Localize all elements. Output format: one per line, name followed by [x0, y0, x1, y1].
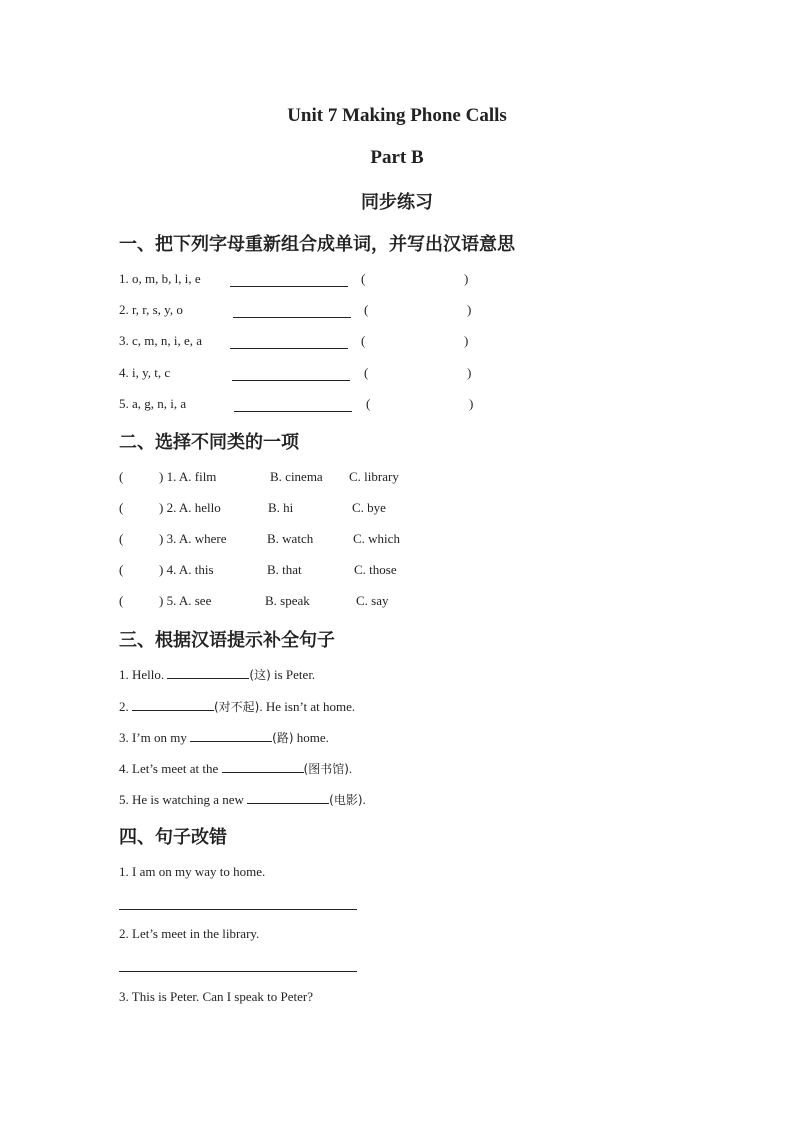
s1-item2-blank[interactable] — [233, 317, 351, 318]
s2-item1-option-b: B. cinema — [270, 469, 323, 484]
s3-item4-before: 4. Let’s meet at the — [119, 761, 222, 776]
s1-item3-close: ) — [464, 333, 469, 348]
s2-item3-option-a: ) 3. A. where — [159, 531, 227, 546]
s3-item1 — [119, 666, 315, 683]
s2-item5-option-a: ) 5. A. see — [159, 593, 212, 608]
s3-item3-blank[interactable] — [190, 729, 272, 742]
s2-item1-option-c: C. library — [349, 469, 399, 484]
s1-item4-letters: 4. i, y, t, c — [119, 365, 171, 380]
unit-title: Unit 7 Making Phone Calls — [287, 105, 507, 126]
s3-item4-hint: (图书馆) — [303, 762, 349, 776]
s1-item4-blank[interactable] — [232, 380, 350, 381]
part-title: Part B — [370, 147, 424, 168]
s1-item5-close: ) — [469, 396, 474, 411]
s2-item2-option-b: B. hi — [268, 500, 294, 515]
s3-item2-blank[interactable] — [132, 698, 214, 711]
s2-item2-option-c: C. bye — [352, 500, 386, 515]
s1-item4-close: ) — [467, 365, 472, 380]
section3-heading: 三、根据汉语提示补全句子 — [119, 630, 335, 651]
s3-item1-before: 1. Hello. — [119, 667, 168, 682]
s3-item5-hint: (电影) — [329, 793, 363, 807]
s4-item2: 2. Let’s meet in the library. — [119, 926, 260, 941]
s3-item1-hint: (这) — [249, 668, 271, 682]
s2-item3-option-c: C. which — [353, 531, 400, 546]
s3-item1-blank[interactable] — [167, 666, 249, 679]
s4-item2-answer-line[interactable] — [119, 971, 357, 972]
s1-item1-open: ( — [361, 271, 366, 286]
s4-item1-answer-line[interactable] — [119, 909, 357, 910]
s3-item4 — [119, 760, 352, 777]
s3-item5 — [119, 791, 366, 808]
s3-item3-before: 3. I’m on my — [119, 730, 191, 745]
s2-item4-paren[interactable]: ( — [119, 562, 124, 577]
s3-item3-hint: (路) — [272, 731, 294, 745]
s2-item1-paren[interactable]: ( — [119, 469, 124, 484]
s1-item5-letters: 5. a, g, n, i, a — [119, 396, 187, 411]
s1-item2-open: ( — [364, 302, 369, 317]
s2-item5-option-b: B. speak — [265, 593, 310, 608]
s2-item1-option-a: ) 1. A. film — [159, 469, 217, 484]
s3-item4-blank[interactable] — [222, 760, 304, 773]
s1-item3-letters: 3. c, m, n, i, e, a — [119, 333, 203, 348]
s3-item2-hint: (对不起) — [214, 700, 260, 714]
s2-item4-option-b: B. that — [267, 562, 302, 577]
s3-item3-after: home. — [293, 730, 329, 745]
s3-item4-after: . — [348, 761, 353, 776]
s1-item5-blank[interactable] — [234, 411, 352, 412]
s1-item3-blank[interactable] — [230, 348, 348, 349]
s2-item3-option-b: B. watch — [267, 531, 314, 546]
s1-item4-open: ( — [364, 365, 369, 380]
s1-item2-letters: 2. r, r, s, y, o — [119, 302, 183, 317]
s3-item5-blank[interactable] — [247, 791, 329, 804]
section4-heading: 四、句子改错 — [119, 827, 227, 848]
s3-item3 — [119, 729, 329, 746]
s2-item5-paren[interactable]: ( — [119, 593, 124, 608]
section1-heading: 一、把下列字母重新组合成单词，并写出汉语意思 — [119, 234, 515, 255]
s1-item1-letters: 1. o, m, b, l, i, e — [119, 271, 201, 286]
s1-item1-blank[interactable] — [230, 286, 348, 287]
s1-item5-open: ( — [366, 396, 371, 411]
s1-item1-close: ) — [464, 271, 469, 286]
s4-item1: 1. I am on my way to home. — [119, 864, 266, 879]
s3-item5-before: 5. He is watching a new — [119, 792, 248, 807]
section2-heading: 二、选择不同类的一项 — [119, 432, 299, 453]
s2-item2-paren[interactable]: ( — [119, 500, 124, 515]
subtitle: 同步练习 — [361, 192, 433, 213]
s3-item2 — [119, 698, 355, 715]
s4-item3: 3. This is Peter. Can I speak to Peter? — [119, 989, 314, 1004]
s2-item2-option-a: ) 2. A. hello — [159, 500, 221, 515]
s1-item2-close: ) — [467, 302, 472, 317]
s2-item4-option-c: C. those — [354, 562, 397, 577]
s2-item4-option-a: ) 4. A. this — [159, 562, 214, 577]
s3-item5-after: . — [362, 792, 366, 807]
s3-item2-after: . He isn’t at home. — [259, 699, 356, 714]
s2-item5-option-c: C. say — [356, 593, 389, 608]
s3-item2-before: 2. — [119, 699, 132, 714]
s1-item3-open: ( — [361, 333, 366, 348]
s3-item1-after: is Peter. — [270, 667, 316, 682]
s2-item3-paren[interactable]: ( — [119, 531, 124, 546]
